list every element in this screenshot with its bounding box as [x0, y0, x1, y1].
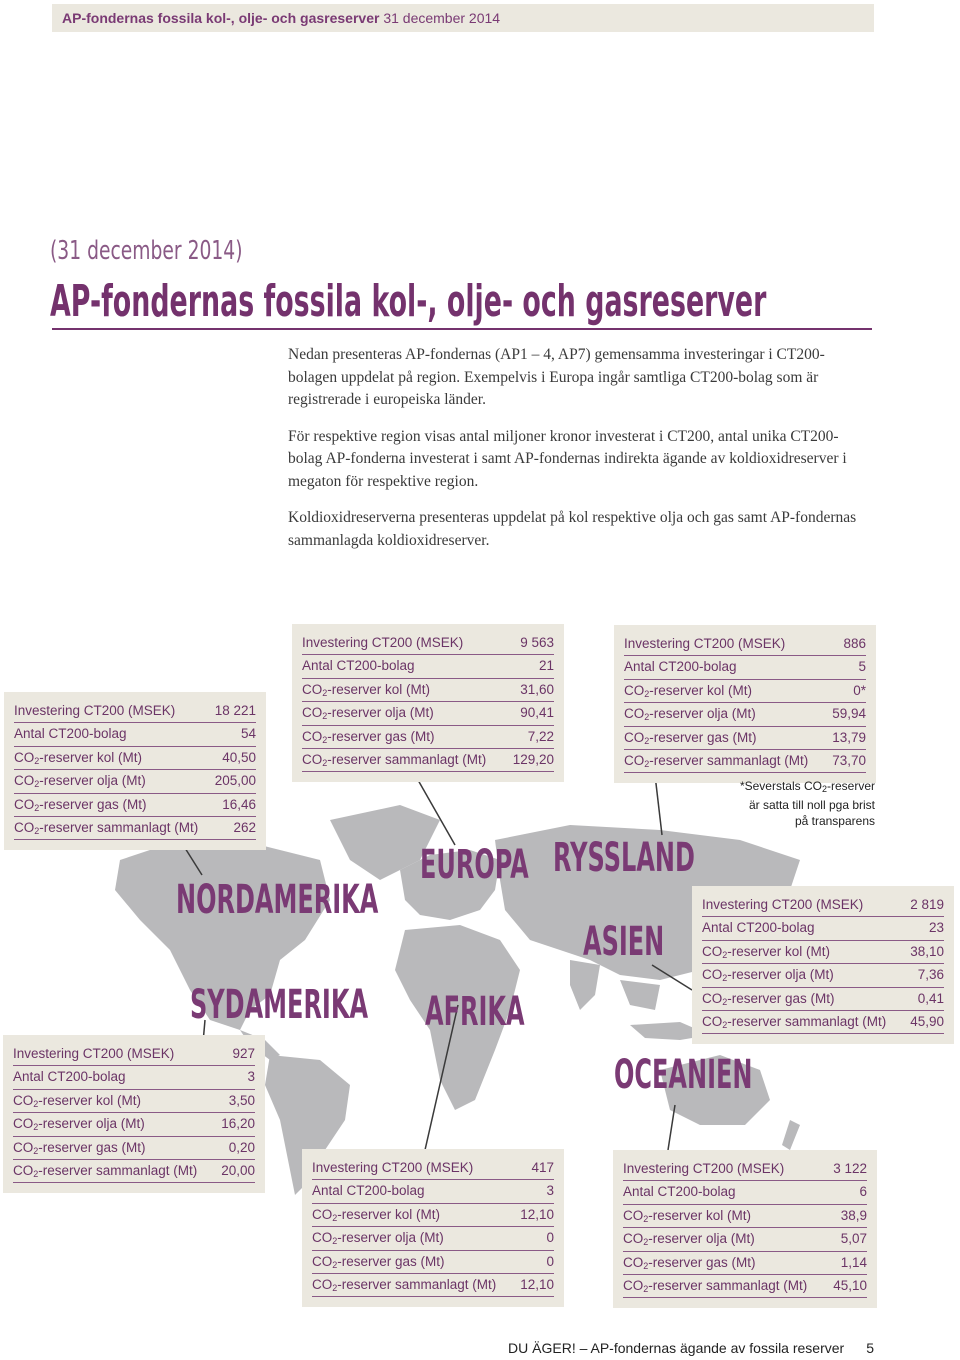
table-row: $CO_2$-reserver gas (Mt) 7,22 — [302, 726, 554, 749]
table-row: $CO_2$-reserver olja (Mt) 59,94 — [624, 703, 866, 726]
table-row: $CO_2$-reserver kol (Mt) 38,10 — [702, 941, 944, 964]
table-row: $CO_2$-reserver kol (Mt) 12,10 — [312, 1204, 554, 1227]
table-row: Antal CT200-bolag 3 — [312, 1180, 554, 1203]
table-row: $CO_2$-reserver olja (Mt) 7,36 — [702, 964, 944, 987]
header-date: 31 december 2014 — [383, 10, 501, 26]
table-row: $CO_2$-reserver sammanlagt (Mt) 262 — [14, 817, 256, 840]
label-afrika: AFRIKA — [425, 989, 525, 1035]
table-row: $CO_2$-reserver kol (Mt) 31,60 — [302, 679, 554, 702]
table-row: $CO_2$-reserver gas (Mt) 0,20 — [13, 1137, 255, 1160]
page-subtitle: (31 december 2014) — [50, 236, 243, 266]
box-oceanien — [613, 1150, 877, 1308]
box-sydamerika — [3, 1035, 265, 1193]
page-number: 5 — [866, 1340, 874, 1356]
table-row: $CO_2$-reserver gas (Mt) 16,46 — [14, 794, 256, 817]
table-row: Antal CT200-bolag 23 — [702, 917, 944, 940]
header-title: AP-fondernas fossila kol-, olje- och gasreserver — [62, 10, 380, 26]
intro-paragraph-3: Koldioxidreserverna presenteras uppdelat på kol respektive olja och gas samt AP-fondernas sammanlagda koldioxidreserver. — [288, 509, 857, 549]
table-row: $CO_2$-reserver sammanlagt (Mt) 20,00 — [13, 1160, 255, 1183]
table-row: $CO_2$-reserver olja (Mt) 5,07 — [623, 1228, 867, 1251]
page-title: AP-fondernas fossila kol-, olje- och gasreserver — [50, 276, 767, 327]
table-row: $CO_2$-reserver kol (Mt) 38,9 — [623, 1205, 867, 1228]
label-oceanien: OCEANIEN — [614, 1052, 753, 1098]
box-asien — [692, 886, 954, 1044]
table-row: $CO_2$-reserver sammanlagt (Mt) 45,10 — [623, 1275, 867, 1298]
table-row: Antal CT200-bolag 54 — [14, 723, 256, 746]
box-nordamerika — [4, 692, 266, 850]
table-row: $CO_2$-reserver gas (Mt) 13,79 — [624, 727, 866, 750]
label-asien: ASIEN — [583, 919, 665, 965]
table-row: Investering CT200 (MSEK) 927 — [13, 1043, 255, 1066]
box-ryssland — [614, 625, 876, 783]
intro-paragraph-1: Nedan presenteras AP-fondernas (AP1 – 4, AP7) gemensamma investeringar i CT200-bolagen uppdelat på region. Exempelvis i Europa ingår samtliga CT200-bolag som är registrerade i europeiska länder. — [288, 346, 825, 408]
table-row: $CO_2$-reserver kol (Mt) 0* — [624, 680, 866, 703]
table-row: $CO_2$-reserver gas (Mt) 0,41 — [702, 988, 944, 1011]
table-row: $CO_2$-reserver gas (Mt) 1,14 — [623, 1252, 867, 1275]
table-row: $CO_2$-reserver olja (Mt) 0 — [312, 1227, 554, 1250]
label-ryssland: RYSSLAND — [553, 835, 695, 881]
footer-text: DU ÄGER! – AP-fondernas ägande av fossila reserver — [508, 1340, 845, 1356]
label-sydamerika: SYDAMERIKA — [190, 982, 369, 1028]
table-row: $CO_2$-reserver sammanlagt (Mt) 129,20 — [302, 749, 554, 772]
table-row: $CO_2$-reserver olja (Mt) 90,41 — [302, 702, 554, 725]
table-row: $CO_2$-reserver olja (Mt) 205,00 — [14, 770, 256, 793]
table-row: Investering CT200 (MSEK) 3 122 — [623, 1158, 867, 1181]
table-row: Investering CT200 (MSEK) 2 819 — [702, 894, 944, 917]
table-row: Antal CT200-bolag 6 — [623, 1181, 867, 1204]
label-europa: EUROPA — [420, 842, 529, 888]
table-row: Investering CT200 (MSEK) 18 221 — [14, 700, 256, 723]
label-nordamerika: NORDAMERIKA — [176, 877, 379, 923]
table-row: $CO_2$-reserver kol (Mt) 3,50 — [13, 1090, 255, 1113]
table-row: $CO_2$-reserver sammanlagt (Mt) 73,70 — [624, 750, 866, 773]
intro-paragraph-2: För respektive region visas antal miljoner kronor investerat i CT200, antal unika CT200-bolag AP-fonderna investerat i samt AP-fondernas indirekta ägande av koldioxidreserver i megaton för respektive region. — [288, 427, 847, 490]
table-row: $CO_2$-reserver sammanlagt (Mt) 45,90 — [702, 1011, 944, 1034]
page-footer — [508, 1340, 874, 1356]
table-row: Antal CT200-bolag 21 — [302, 655, 554, 678]
box-afrika — [302, 1149, 564, 1307]
box-europa — [292, 624, 564, 782]
table-row: $CO_2$-reserver sammanlagt (Mt) 12,10 — [312, 1274, 554, 1297]
table-row: $CO_2$-reserver kol (Mt) 40,50 — [14, 747, 256, 770]
table-row: Investering CT200 (MSEK) 417 — [312, 1157, 554, 1180]
table-row: Antal CT200-bolag 5 — [624, 656, 866, 679]
severstal-note: *Severstals $CO_2$-reserver är satta till noll pga brist på transparens — [739, 779, 875, 828]
table-row: Investering CT200 (MSEK) 886 — [624, 633, 866, 656]
table-row: $CO_2$-reserver gas (Mt) 0 — [312, 1251, 554, 1274]
table-row: Investering CT200 (MSEK) 9 563 — [302, 632, 554, 655]
table-row: Antal CT200-bolag 3 — [13, 1066, 255, 1089]
table-row: $CO_2$-reserver olja (Mt) 16,20 — [13, 1113, 255, 1136]
